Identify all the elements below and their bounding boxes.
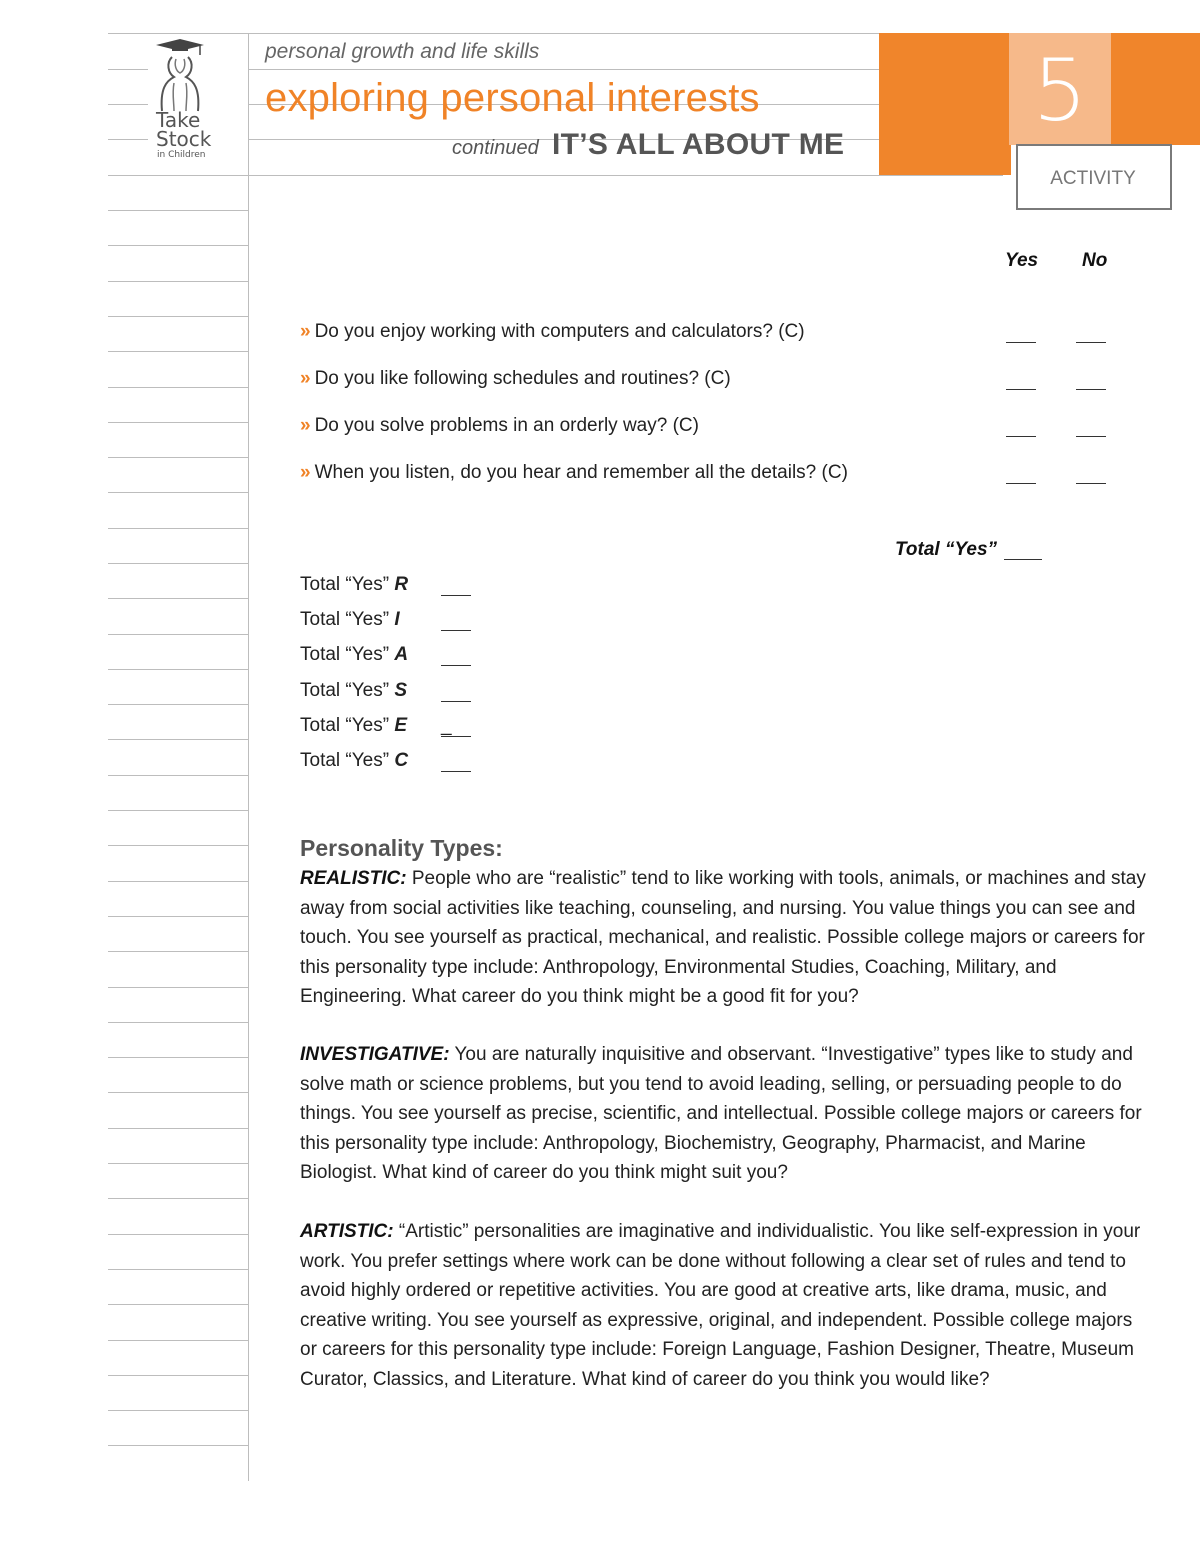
personality-types-heading: Personality Types:: [300, 835, 503, 861]
margin-rule-line: [108, 139, 148, 140]
type-total-label: Total “Yes”: [300, 609, 395, 630]
personality-paragraph-investigative: [300, 1040, 1150, 1188]
no-answer-blank[interactable]: [1076, 436, 1106, 437]
page-title: exploring personal interests: [265, 76, 760, 120]
question-text: When you listen, do you hear and remember all the details? (C): [314, 462, 848, 483]
margin-rule-line: [108, 316, 248, 317]
personality-paragraph-realistic: [300, 864, 1150, 1012]
margin-rule-line: [108, 422, 248, 423]
margin-rule-line: [108, 1410, 248, 1411]
type-total-blank[interactable]: [441, 595, 471, 596]
double-chevron-right-icon: »: [300, 462, 311, 483]
yes-answer-blank[interactable]: [1006, 342, 1036, 343]
margin-rule-line: [108, 634, 248, 635]
logo-word-in-children: in Children: [157, 150, 206, 160]
type-total-label: Total “Yes”: [300, 750, 395, 771]
question-text: Do you enjoy working with computers and calculators? (C): [314, 321, 805, 342]
double-chevron-right-icon: »: [300, 321, 311, 342]
personality-type-description: You are naturally inquisitive and observant. “Investigative” types like to study and solve math or science problems, but you tend to avoid leading, selling, or persuading people to do things. You see yourself as precise, scientific, and intellectual. Possible college majors or careers for this personality type include: Anthropology, Biochemistry, Geography, Pharmacist, and Marine Biologist. What kind of career do you think might suit you?: [300, 1044, 1142, 1184]
margin-rule-line: [108, 1128, 248, 1129]
type-total-blank[interactable]: [441, 736, 471, 737]
margin-rule-line: [108, 1092, 248, 1093]
header-rule-1: [248, 69, 879, 70]
question-item: [300, 415, 699, 437]
margin-rule-line: [108, 1445, 248, 1446]
personality-type-name: INVESTIGATIVE:: [300, 1044, 450, 1065]
personality-paragraph-artistic: [300, 1217, 1150, 1395]
margin-rule-line: [108, 775, 248, 776]
type-letter: E: [394, 715, 408, 736]
margin-rule-line: [108, 951, 248, 952]
logo-word-stock: Stock: [156, 127, 212, 151]
type-total-row: [300, 609, 400, 631]
logo-word-take: Take: [156, 108, 201, 132]
margin-rule-line: [108, 528, 248, 529]
margin-rule-line: [108, 669, 248, 670]
accent-block-right: [1111, 33, 1200, 145]
type-total-label: Total “Yes”: [300, 574, 395, 595]
activity-label: ACTIVITY: [1050, 168, 1136, 189]
personality-type-description: People who are “realistic” tend to like working with tools, animals, or machines and stay away from social activities like teaching, counseling, and nursing. You value things you can see and touch. You see yourself as practical, mechanical, and realistic. Possible college majors or careers for this personality type include: Anthropology, Environmental Studies, Coaching, Military, and Engineering. What career do you think might be a good fit for you?: [300, 868, 1146, 1008]
section-title: IT’S ALL ABOUT ME: [552, 128, 845, 161]
column-header-no: No: [1082, 250, 1108, 271]
type-total-value: _: [441, 715, 452, 736]
double-chevron-right-icon: »: [300, 415, 311, 436]
header-subtitle: personal growth and life skills: [265, 40, 540, 63]
total-yes-label: Total “Yes”: [895, 539, 998, 560]
no-answer-blank[interactable]: [1076, 483, 1106, 484]
margin-rule-line: [108, 916, 248, 917]
margin-rule-line: [108, 810, 248, 811]
margin-rule-line: [108, 598, 248, 599]
margin-rule-line: [108, 245, 248, 246]
type-letter: A: [394, 644, 409, 665]
accent-block-tab: [1003, 145, 1011, 175]
question-item: [300, 321, 805, 343]
margin-divider: [248, 33, 249, 1481]
type-total-blank[interactable]: [441, 771, 471, 772]
type-total-blank[interactable]: [441, 630, 471, 631]
margin-rule-line: [108, 1234, 248, 1235]
margin-rule-line: [108, 104, 148, 105]
type-total-row: [300, 574, 408, 596]
margin-rule-line: [108, 351, 248, 352]
personality-type-name: REALISTIC:: [300, 868, 407, 889]
type-total-label: Total “Yes”: [300, 644, 395, 665]
margin-rule-line: [108, 387, 248, 388]
margin-rule-line: [108, 492, 248, 493]
type-total-blank[interactable]: [441, 701, 471, 702]
question-text: Do you like following schedules and routines? (C): [314, 368, 731, 389]
type-total-label: Total “Yes”: [300, 680, 395, 701]
yes-answer-blank[interactable]: [1006, 483, 1036, 484]
type-total-row: [300, 750, 408, 772]
margin-rule-line: [108, 1163, 248, 1164]
margin-rule-line: [108, 1269, 248, 1270]
yes-answer-blank[interactable]: [1006, 389, 1036, 390]
no-answer-blank[interactable]: [1076, 342, 1106, 343]
type-letter: S: [394, 680, 408, 701]
total-yes-blank[interactable]: [1004, 559, 1042, 560]
header-bottom-rule: [108, 175, 1003, 176]
margin-rule-line: [108, 1057, 248, 1058]
margin-rule-line: [108, 69, 148, 70]
header-continued: continued: [452, 137, 539, 159]
graduate-figure-icon: [150, 37, 210, 115]
type-total-row: [300, 644, 408, 666]
margin-rule-line: [108, 987, 248, 988]
no-answer-blank[interactable]: [1076, 389, 1106, 390]
type-total-row: [300, 715, 407, 737]
margin-rule-line: [108, 1304, 248, 1305]
type-letter: C: [394, 750, 409, 771]
personality-type-name: ARTISTIC:: [300, 1221, 394, 1242]
yes-answer-blank[interactable]: [1006, 436, 1036, 437]
question-item: [300, 368, 731, 390]
margin-rule-line: [108, 845, 248, 846]
double-chevron-right-icon: »: [300, 368, 311, 389]
margin-rule-line: [108, 281, 248, 282]
margin-rule-line: [108, 1375, 248, 1376]
column-header-yes: Yes: [1005, 250, 1039, 271]
margin-rule-line: [108, 210, 248, 211]
type-letter: R: [394, 574, 409, 595]
margin-rule-line: [108, 704, 248, 705]
margin-rule-line: [108, 1022, 248, 1023]
margin-rule-line: [108, 457, 248, 458]
personality-type-description: “Artistic” personalities are imaginative and individualistic. You like self-expression in your work. You prefer settings where work can be done without following a clear set of rules and tend to avoid highly ordered or repetitive activities. You are good at creative arts, like drama, music, and creative writing. You see yourself as expressive, original, and independent. Possible college majors or careers for this personality type include: Foreign Language, Fashion Designer, Theatre, Museum Curator, Classics, and Literature. What kind of career do you think you would like?: [300, 1221, 1141, 1390]
accent-block-left: [879, 33, 1009, 175]
margin-rule-line: [108, 563, 248, 564]
type-total-label: Total “Yes”: [300, 715, 395, 736]
activity-number: 5: [1032, 41, 1088, 141]
header-top-rule: [108, 33, 879, 34]
margin-rule-line: [108, 881, 248, 882]
question-item: [300, 462, 848, 484]
margin-rule-line: [108, 739, 248, 740]
type-total-row: [300, 680, 407, 702]
type-total-blank[interactable]: [441, 665, 471, 666]
question-text: Do you solve problems in an orderly way? (C): [314, 415, 699, 436]
type-letter: I: [394, 609, 400, 630]
margin-rule-line: [108, 1198, 248, 1199]
margin-rule-line: [108, 1340, 248, 1341]
